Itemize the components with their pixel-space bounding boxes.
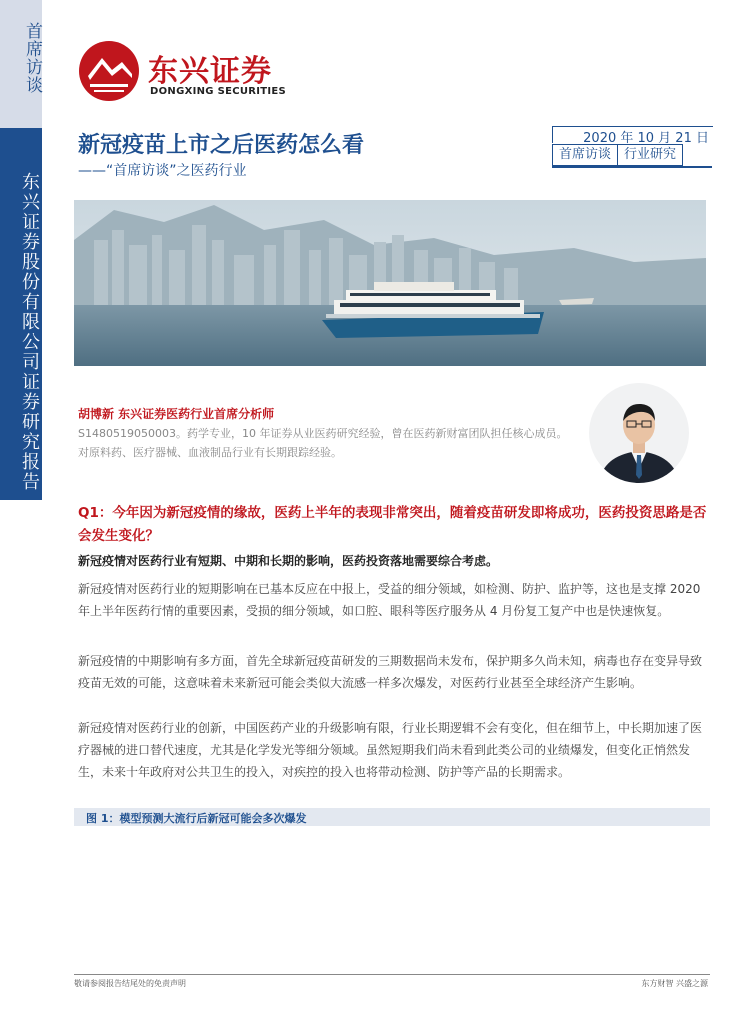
report-tags [552, 144, 683, 166]
footer-divider [74, 974, 710, 975]
figure-caption-bar [74, 808, 710, 826]
footer-slogan: 东方财智 兴盛之源 [641, 979, 708, 988]
side-band-top [0, 0, 42, 128]
side-band-main [0, 128, 42, 500]
question-1: Q1：今年因为新冠疫情的缘故，医药上半年的表现非常突出，随着疫苗研发即将成功，医药投资思路是否会发生变化？ [78, 505, 707, 544]
footer-disclaimer: 敬请参阅报告结尾处的免责声明 [74, 979, 186, 988]
tags-underline [552, 166, 712, 168]
logo-name-en: DONGXING SECURITIES [150, 86, 287, 97]
side-band-main-label: 东兴证券股份有限公司证券研究报告 [19, 172, 40, 492]
answer-paragraph: 新冠疫情的中期影响有多方面，首先全球新冠疫苗研发的三期数据尚未发布，保护期多久尚未知，病毒也存在变异导致疫苗无效的可能，这意味着未来新冠可能会类似大流感一样多次爆发，对医药行业甚至全球经济产生影响。 [78, 654, 703, 690]
analyst-description: S1480519050003。药学专业，10 年证券从业医药研究经验，曾在医药新财富团队担任核心成员。对原料药、医疗器械、血液制品行业有长期跟踪经验。 [78, 427, 568, 459]
analyst-portrait [589, 383, 689, 483]
figure-caption: 图 1：模型预测大流行后新冠可能会多次爆发 [86, 812, 307, 825]
tag-industry-research: 行业研究 [617, 145, 682, 165]
analyst-name-title: 胡博新 东兴证券医药行业首席分析师 [78, 407, 275, 421]
report-date: 2020 年 10 月 21 日 [583, 131, 709, 146]
report-date-box [552, 126, 713, 146]
harbor-ferry-photo [74, 200, 706, 366]
side-band-top-label: 首席访谈 [22, 22, 42, 94]
answer-lead: 新冠疫情对医药行业有短期、中期和长期的影响，医药投资落地需要综合考虑。 [78, 554, 499, 568]
tag-interview: 首席访谈 [559, 147, 612, 162]
report-subtitle: ——“首席访谈”之医药行业 [78, 163, 247, 179]
answer-paragraph: 新冠疫情对医药行业的短期影响在已基本反应在中报上，受益的细分领域，如检测、防护、监护等，这也是支撑 2020 年上半年医药行情的重要因素，受损的细分领域，如口腔、眼科等医疗服务从 4 月份复工复产中也是快速恢复。 [78, 582, 701, 618]
logo-name-cn: 东兴证券 [148, 54, 272, 89]
logo-mark-icon [78, 40, 140, 102]
report-title: 新冠疫苗上市之后医药怎么看 [78, 133, 365, 158]
answer-paragraph: 新冠疫情对医药行业的创新，中国医药产业的升级影响有限，行业长期逻辑不会有变化，但在细节上，中长期加速了医疗器械的进口替代速度，尤其是化学发光等细分领域。虽然短期我们尚未看到此类公司的业绩爆发，但变化正悄然发生，未来十年政府对公共卫生的投入，对疾控的投入也将带动检测、防护等产品的长期需求。 [78, 721, 703, 779]
